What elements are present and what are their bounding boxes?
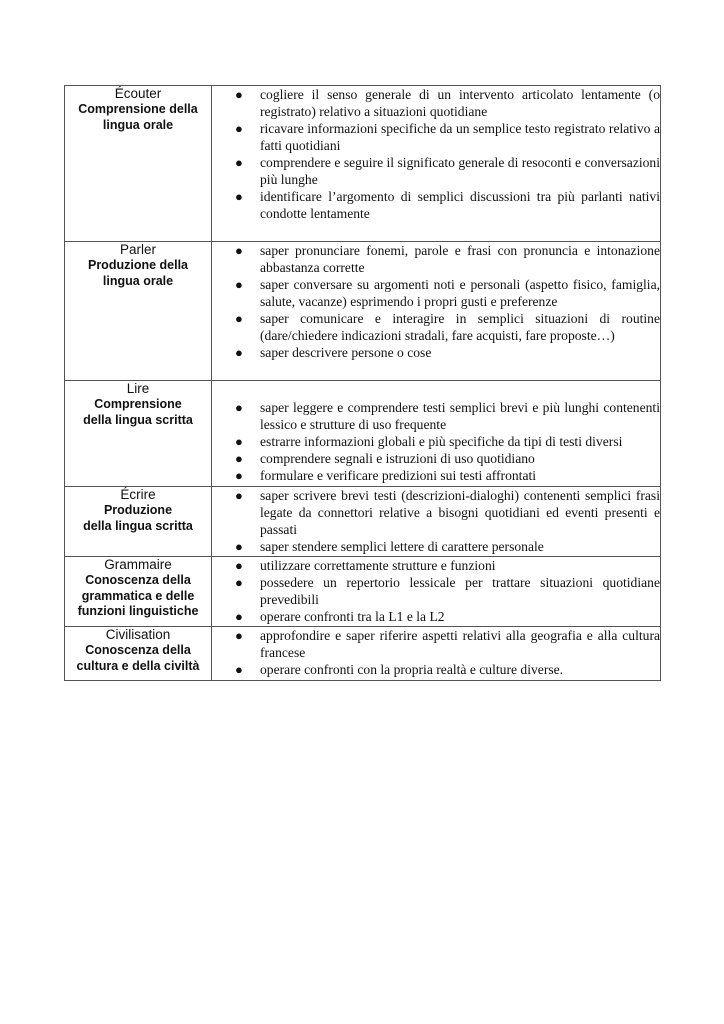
goal-list xyxy=(212,627,660,678)
section-row xyxy=(65,381,661,487)
goal-item xyxy=(212,661,660,678)
goal-text: saper pronunciare fonemi, parole e frasi con pronuncia e intonazione abbastanza corrette xyxy=(260,243,660,275)
goal-item xyxy=(212,450,660,467)
skill-description-line: Produzione della xyxy=(87,258,188,272)
section-row xyxy=(65,557,661,627)
goal-text: comprendere e seguire il significato generale di resoconti e conversazioni più lunghe xyxy=(260,155,660,187)
skill-description-line: Produzione xyxy=(103,503,173,517)
skill-description-line: Conoscenza della xyxy=(85,573,191,587)
goal-item xyxy=(212,557,660,574)
skill-description-line: Conoscenza della xyxy=(85,643,191,657)
goal-item xyxy=(212,344,660,361)
section-row xyxy=(65,86,661,242)
skill-name: Lire xyxy=(126,381,150,396)
goal-list xyxy=(212,86,660,222)
bullet-icon: ● xyxy=(235,488,243,503)
goal-text: utilizzare correttamente strutture e funzioni xyxy=(260,558,496,573)
goal-item xyxy=(212,538,660,555)
competences-table xyxy=(64,85,661,681)
goal-item xyxy=(212,276,660,310)
goal-item xyxy=(212,120,660,154)
goal-text: saper leggere e comprendere testi semplici brevi e più lunghi contenenti lessico e strutture di uso frequente xyxy=(260,400,660,432)
bullet-icon: ● xyxy=(235,243,243,258)
skill-description-line: della lingua scritta xyxy=(83,412,193,427)
bullet-icon: ● xyxy=(235,311,243,326)
goal-list xyxy=(212,242,660,361)
skill-name: Grammaire xyxy=(104,557,172,572)
goal-item xyxy=(212,433,660,450)
bullet-icon: ● xyxy=(235,277,243,292)
goal-list xyxy=(212,399,660,484)
skill-name: Civilisation xyxy=(105,627,171,642)
bullet-icon: ● xyxy=(235,451,243,466)
goals-cell xyxy=(212,381,661,487)
skill-cell xyxy=(65,381,212,487)
goal-item xyxy=(212,608,660,625)
goal-text: saper comunicare e interagire in semplici situazioni di routine (dare/chiedere indicazioni stradali, fare acquisti, fare proposte…) xyxy=(260,311,660,343)
skill-description-line: funzioni linguistiche xyxy=(77,604,199,618)
bullet-icon: ● xyxy=(235,468,243,483)
goal-item xyxy=(212,154,660,188)
goal-list xyxy=(212,487,660,555)
skill-description-line: cultura e della civiltà xyxy=(76,658,200,673)
section-row xyxy=(65,627,661,681)
skill-cell xyxy=(65,627,212,681)
goal-text: cogliere il senso generale di un intervento articolato lentamente (o registrato) relativo a situazioni quotidiane xyxy=(260,87,660,119)
skill-description-line: lingua orale xyxy=(102,117,174,132)
goal-text: estrarre informazioni globali e più specifiche da tipi di testi diversi xyxy=(260,434,623,449)
goal-text: approfondire e saper riferire aspetti relativi alla geografia e alla cultura francese xyxy=(260,628,660,660)
goals-cell xyxy=(212,487,661,557)
bullet-icon: ● xyxy=(235,609,243,624)
skill-name: Écrire xyxy=(120,487,156,502)
skill-description-line: Comprensione della xyxy=(78,102,198,116)
goals-cell xyxy=(212,242,661,381)
goals-cell xyxy=(212,557,661,627)
section-row xyxy=(65,242,661,381)
skill-description-line: della lingua scritta xyxy=(83,518,193,533)
goal-text: possedere un repertorio lessicale per trattare situazioni quotidiane prevedibili xyxy=(260,575,660,607)
goal-item xyxy=(212,487,660,538)
bullet-icon: ● xyxy=(235,345,243,360)
goal-text: operare confronti tra la L1 e la L2 xyxy=(260,609,445,624)
goal-item xyxy=(212,467,660,484)
skill-description-line: lingua orale xyxy=(102,273,174,288)
goal-item xyxy=(212,399,660,433)
bullet-icon: ● xyxy=(235,87,243,102)
bullet-icon: ● xyxy=(235,558,243,573)
goal-item xyxy=(212,188,660,222)
bullet-icon: ● xyxy=(235,539,243,554)
skill-cell xyxy=(65,557,212,627)
bullet-icon: ● xyxy=(235,628,243,643)
skill-name: Parler xyxy=(119,242,156,257)
goal-text: ricavare informazioni specifiche da un semplice testo registrato relativo a fatti quotidiani xyxy=(260,121,660,153)
bullet-icon: ● xyxy=(235,189,243,204)
skill-cell xyxy=(65,242,212,381)
goal-text: saper conversare su argomenti noti e personali (aspetto fisico, famiglia, salute, vacanze) esprimendo i propri gusti e preferenze xyxy=(260,277,660,309)
goal-item xyxy=(212,627,660,661)
goal-text: saper descrivere persone o cose xyxy=(260,345,432,360)
goal-text: saper scrivere brevi testi (descrizioni-dialoghi) contenenti semplici frasi legate da connettori relative a bisogni quotidiani ed eventi presenti e passati xyxy=(260,488,660,537)
goals-cell xyxy=(212,86,661,242)
goal-item xyxy=(212,310,660,344)
goal-text: saper stendere semplici lettere di carattere personale xyxy=(260,539,544,554)
bullet-icon: ● xyxy=(235,155,243,170)
goal-text: identificare l’argomento di semplici discussioni tra più parlanti nativi condotte lentamente xyxy=(260,189,660,221)
bullet-icon: ● xyxy=(235,400,243,415)
skill-description-line: grammatica e delle xyxy=(81,588,195,603)
bullet-icon: ● xyxy=(235,434,243,449)
goals-cell xyxy=(212,627,661,681)
bullet-icon: ● xyxy=(235,121,243,136)
goal-item xyxy=(212,86,660,120)
goal-text: formulare e verificare predizioni sui testi affrontati xyxy=(260,468,537,483)
skill-name: Écouter xyxy=(114,86,162,101)
goal-text: comprendere segnali e istruzioni di uso quotidiano xyxy=(260,451,535,466)
bullet-icon: ● xyxy=(235,575,243,590)
skill-description-line: Comprensione xyxy=(94,397,182,411)
skill-cell xyxy=(65,86,212,242)
goal-list xyxy=(212,557,660,625)
section-row xyxy=(65,487,661,557)
goal-text: operare confronti con la propria realtà e culture diverse. xyxy=(260,662,564,677)
skill-cell xyxy=(65,487,212,557)
goal-item xyxy=(212,242,660,276)
goal-item xyxy=(212,574,660,608)
bullet-icon: ● xyxy=(235,662,243,677)
